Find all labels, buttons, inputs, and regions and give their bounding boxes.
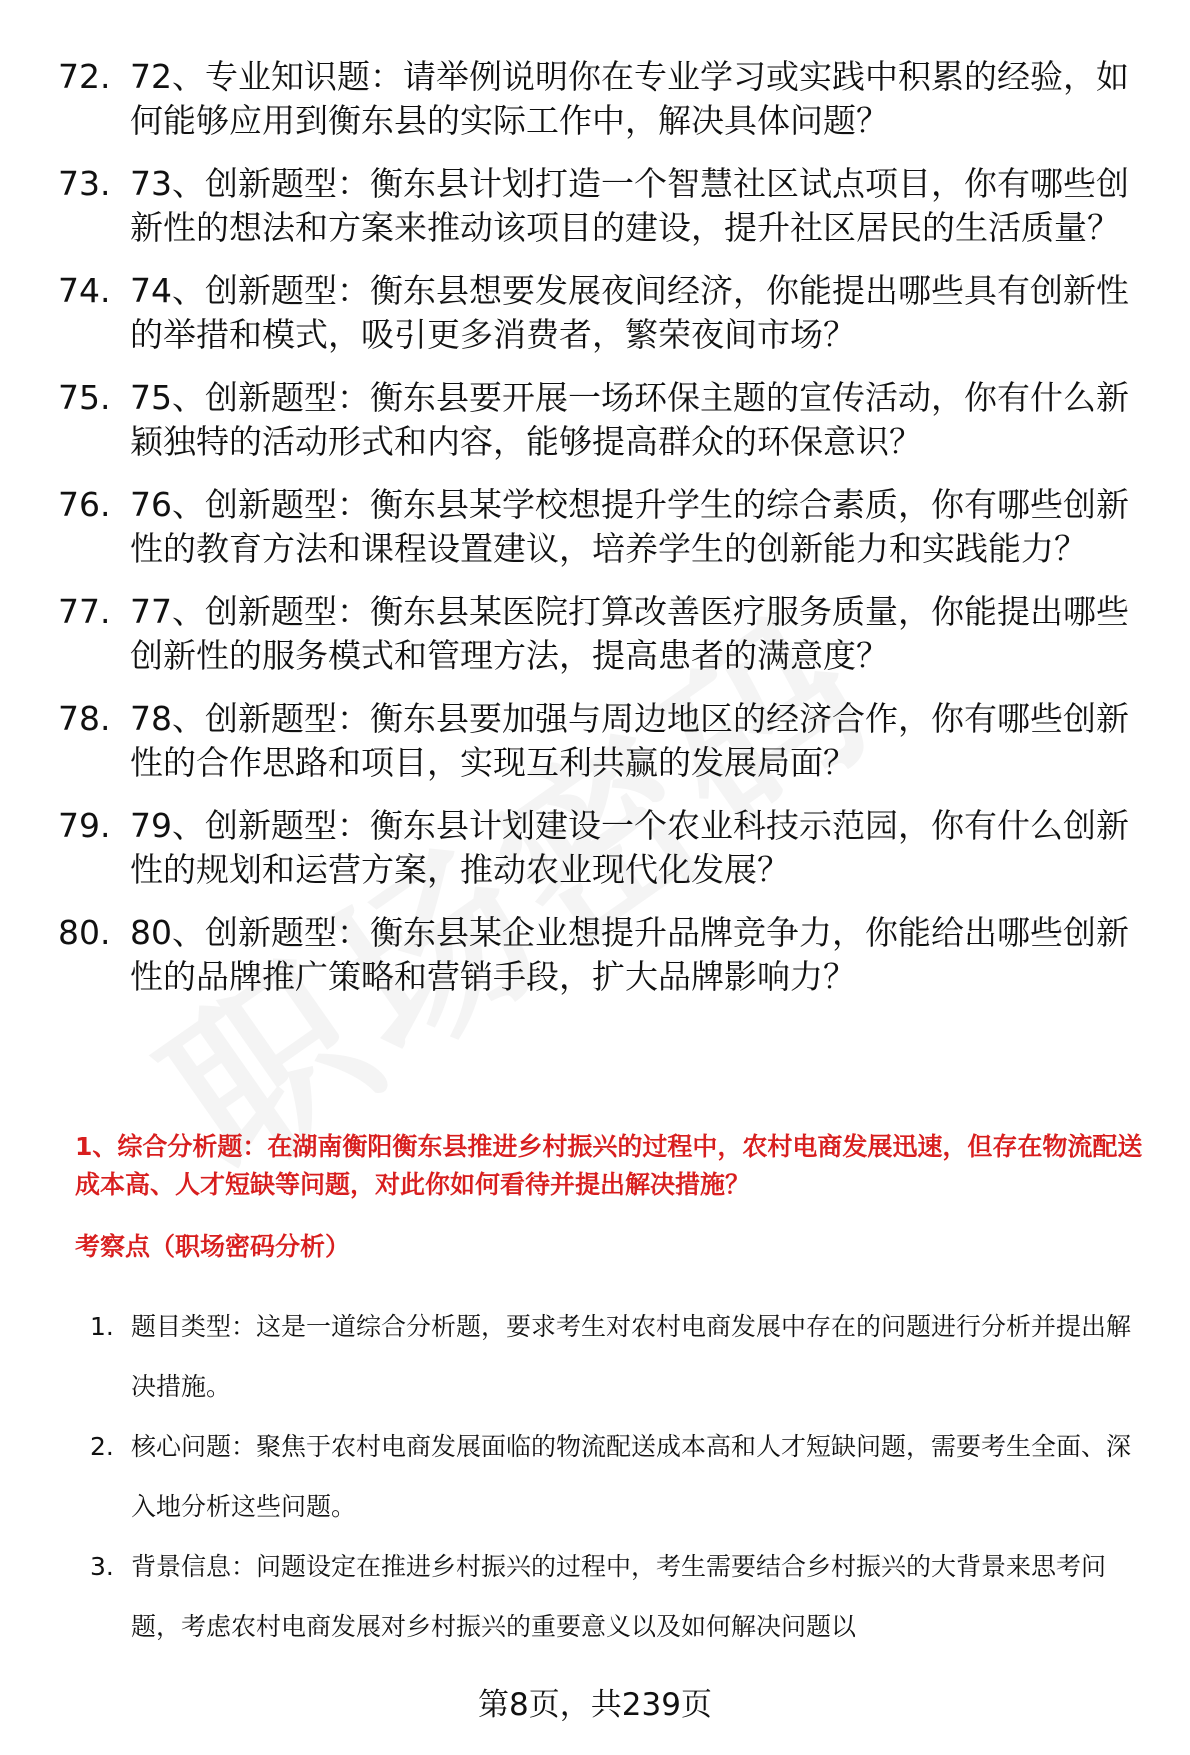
question-number: 74. [58, 271, 111, 310]
question-item [58, 697, 1158, 785]
question-item [58, 590, 1158, 678]
question-item [58, 376, 1158, 464]
question-item [58, 483, 1158, 571]
question-item [58, 804, 1158, 892]
point-item [90, 1417, 1155, 1537]
question-text: 79、创新题型：衡东县计划建设一个农业科技示范园，你有什么创新性的规划和运营方案，推动农业现代化发展？ [130, 806, 1129, 889]
question-text: 73、创新题型：衡东县计划打造一个智慧社区试点项目，你有哪些创新性的想法和方案来推动该项目的建设，提升社区居民的生活质量？ [130, 164, 1129, 247]
point-number: 3. [90, 1552, 114, 1581]
question-number: 80. [58, 913, 111, 952]
question-number: 75. [58, 378, 111, 417]
question-item [58, 55, 1158, 143]
point-number: 2. [90, 1432, 114, 1461]
point-item [90, 1537, 1155, 1657]
question-number: 73. [58, 164, 111, 203]
question-list [58, 55, 1158, 1018]
question-item [58, 162, 1158, 250]
section-label: 考察点（职场密码分析） [75, 1232, 351, 1261]
question-text: 80、创新题型：衡东县某企业想提升品牌竞争力，你能给出哪些创新性的品牌推广策略和营销手段，扩大品牌影响力？ [130, 913, 1129, 996]
point-number: 1. [90, 1312, 114, 1341]
point-item [90, 1297, 1155, 1417]
question-item [58, 269, 1158, 357]
question-text: 76、创新题型：衡东县某学校想提升学生的综合素质，你有哪些创新性的教育方法和课程设置建议，培养学生的创新能力和实践能力？ [130, 485, 1129, 568]
question-text: 74、创新题型：衡东县想要发展夜间经济，你能提出哪些具有创新性的举措和模式，吸引更多消费者，繁荣夜间市场？ [130, 271, 1129, 354]
point-text: 背景信息：问题设定在推进乡村振兴的过程中，考生需要结合乡村振兴的大背景来思考问题，考虑农村电商发展对乡村振兴的重要意义以及如何解决问题以 [131, 1552, 1107, 1641]
question-text: 77、创新题型：衡东县某医院打算改善医疗服务质量，你能提出哪些创新性的服务模式和管理方法，提高患者的满意度？ [130, 592, 1129, 675]
point-list [90, 1297, 1155, 1657]
question-text: 75、创新题型：衡东县要开展一场环保主题的宣传活动，你有什么新颖独特的活动形式和内容，能够提高群众的环保意识？ [130, 378, 1129, 461]
question-text: 78、创新题型：衡东县要加强与周边地区的经济合作，你有哪些创新性的合作思路和项目，实现互利共赢的发展局面？ [130, 699, 1129, 782]
page-footer: 第8页，共239页 [478, 1687, 712, 1723]
question-item [58, 911, 1158, 999]
question-text: 72、专业知识题：请举例说明你在专业学习或实践中积累的经验，如何能够应用到衡东县的实际工作中，解决具体问题？ [130, 57, 1129, 140]
question-number: 76. [58, 485, 111, 524]
point-text: 题目类型：这是一道综合分析题，要求考生对农村电商发展中存在的问题进行分析并提出解决措施。 [131, 1312, 1132, 1401]
question-number: 77. [58, 592, 111, 631]
question-number: 72. [58, 57, 111, 96]
question-number: 78. [58, 699, 111, 738]
highlight-question: 1、综合分析题：在湖南衡阳衡东县推进乡村振兴的过程中，农村电商发展迅速，但存在物流配送成本高、人才短缺等问题，对此你如何看待并提出解决措施？ [75, 1132, 1143, 1199]
point-text: 核心问题：聚焦于农村电商发展面临的物流配送成本高和人才短缺问题，需要考生全面、深入地分析这些问题。 [131, 1432, 1132, 1521]
question-number: 79. [58, 806, 111, 845]
